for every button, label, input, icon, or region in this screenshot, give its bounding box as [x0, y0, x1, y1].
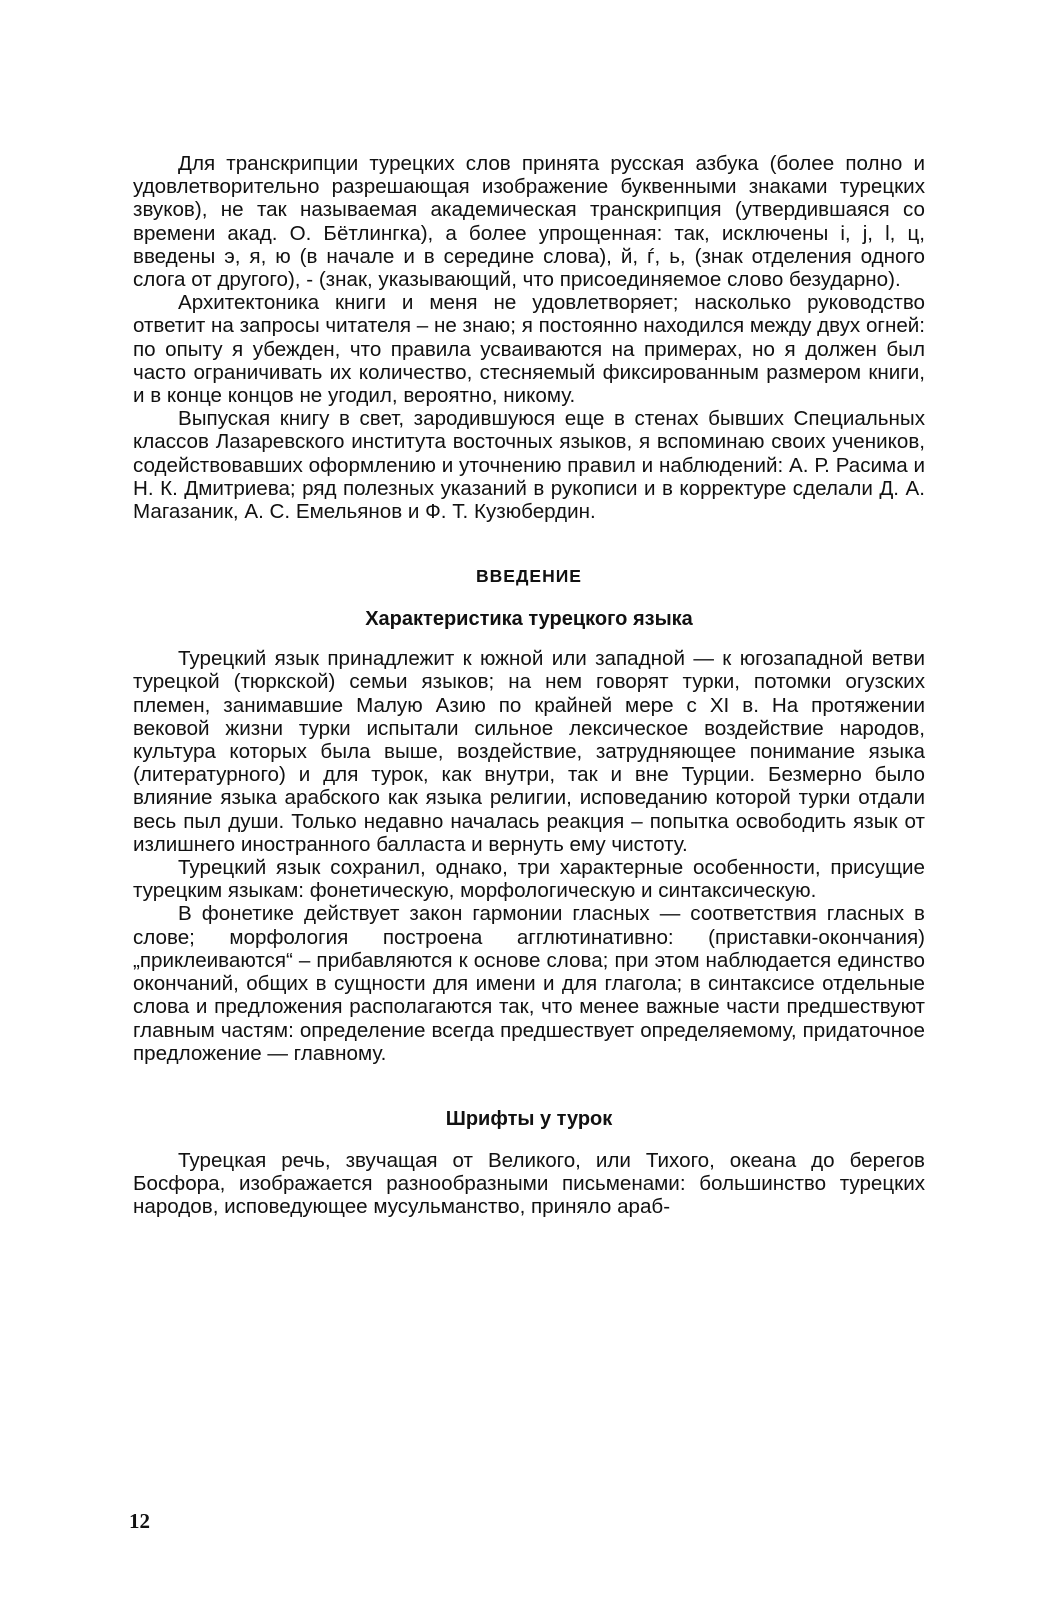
paragraph-phonetics-morphology: В фонетике действует закон гармонии гласных — соответствия гласных в слове; морфология построена агглютинативно: (приставки-окончания) „приклеиваются“ – прибавляются к основе слова; при этом наблюдается единство окончаний, общих в сущности для имени и для глагола; в синтаксисе отдельные слова и предложения располагаются так, что менее важные части предшествуют главным частям: определение всегда предшествует определяемому, придаточное предложение — главному.: [133, 902, 925, 1065]
paragraph-three-features: Турецкий язык сохранил, однако, три характерные особенности, присущие турецким языкам: фонетическую, морфологическую и синтаксическую.: [133, 856, 925, 903]
paragraph-turkic-speech: Турецкая речь, звучащая от Великого, или Тихого, океана до берегов Босфора, изображается разнообразными письменами: большинство турецких народов, исповедующее мусульманство, приняло араб-: [133, 1148, 925, 1219]
subsection-heading-characteristics: Характеристика турецкого языка: [365, 608, 693, 631]
subsection-heading-scripts: Шрифты у турок: [445, 1107, 613, 1130]
section-heading-introduction: ВВЕДЕНИЕ: [476, 566, 582, 587]
paragraph-architecture: Архитектоника книги и меня не удовлетворяет; насколько руководство ответит на запросы читателя – не знаю; я постоянно находился между двух огней: по опыту я убежден, что правила усваиваются на примерах, но я должен был часто ограничивать их количество, стесняемый фиксированным размером книги, и в конце концов не угодил, вероятно, никому.: [133, 291, 925, 408]
paragraph-transcription: Для транскрипции турецких слов принята русская азбука (более полно и удовлетворительно разрешающая изображение буквенными знаками турецких звуков), не так называемая академическая транскрипция (утвердившаяся со времени акад. О. Бётлингка), а более упрощенная: так, исключены і, j, l, ц, введены э, я, ю (в начале и в середине слова), й, ѓ, ь, (знак отделения одного слога от другого), - (знак, указывающий, что присоединяемое слово безударно).: [133, 152, 925, 292]
text-column: [133, 152, 925, 1219]
page-number: 12: [129, 1509, 150, 1533]
paragraph-acknowledgements: Выпуская книгу в свет, зародившуюся еще в стенах бывших Специальных классов Лазаревского института восточных языков, я вспоминаю своих учеников, содействовавших оформлению и уточнению правил и наблюдений: А. Р. Расима и Н. К. Дмитриева; ряд полезных указаний в рукописи и в корректуре сделали Д. А. Магазаник, А. С. Емельянов и Ф. Т. Кузюбердин.: [133, 407, 925, 524]
paragraph-language-origin: Турецкий язык принадлежит к южной или западной — к югозападной ветви турецкой (тюркской) семьи языков; на нем говорят турки, потомки огузских племен, занимавшие Малую Азию по крайней мере с XI в. На протяжении вековой жизни турки испытали сильное лексическое воздействие народов, культура которых была выше, воздействие, затрудняющее понимание языка (литературного) и для турок, как внутри, так и вне Турции. Безмерно было влияние языка арабского как языка религии, исповеданию которой турки отдали весь пыл души. Только недавно началась реакция – попытка освободить язык от излишнего иностранного балласта и вернуть ему чистоту.: [133, 647, 925, 856]
